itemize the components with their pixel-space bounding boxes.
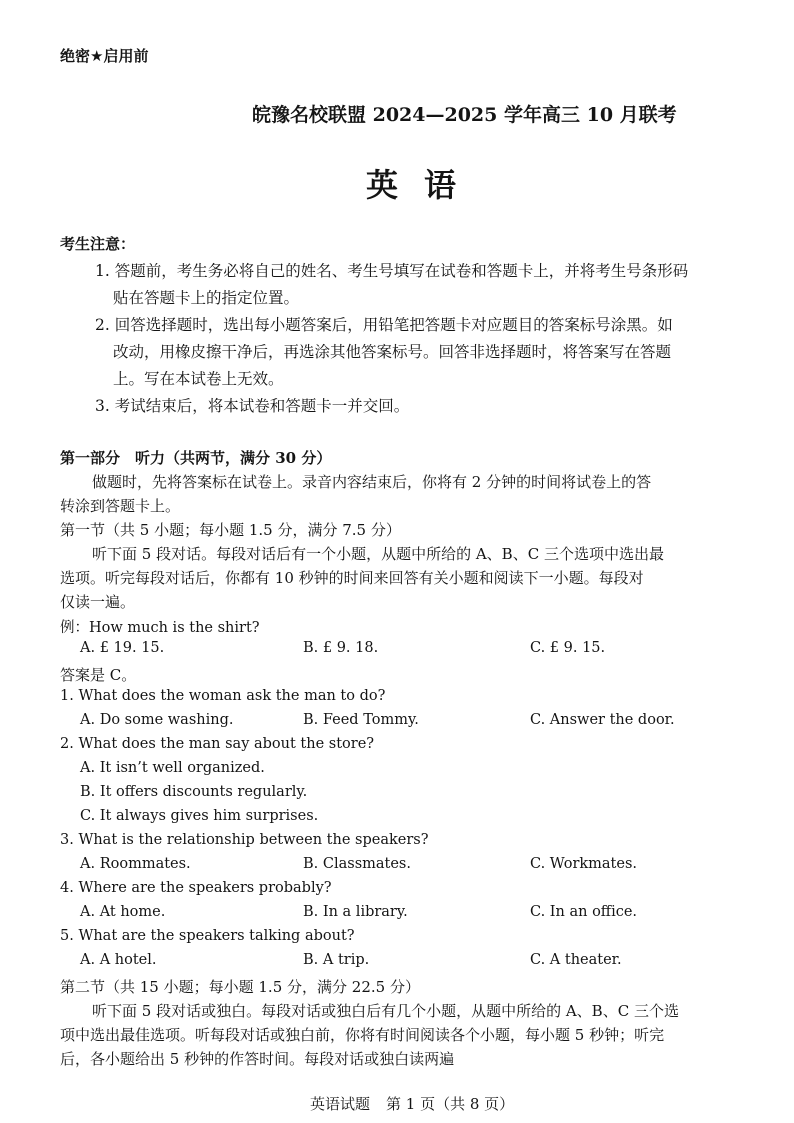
notice-item-3	[95, 393, 775, 420]
question-1-option-c: C. Answer the door.	[530, 712, 675, 728]
example-answer: 答案是 C。	[60, 666, 137, 684]
question-2-option-c: C. It always gives him surprises.	[80, 808, 319, 824]
notice-item-1	[95, 258, 775, 312]
section1-instr-line2: 选项。听完每段对话后，你都有 10 秒钟的时间来回答有关小题和阅读下一小题。每段对	[60, 569, 644, 587]
page-footer	[310, 1093, 514, 1114]
part1-heading: 第一部分 听力（共两节，满分 30 分）	[60, 449, 332, 467]
part1-intro-line2: 转涂到答题卡上。	[60, 497, 181, 515]
notice-item-2-line1: 2. 回答选择题时，选出每小题答案后，用铅笔把答题卡对应题目的答案标号涂黑。如	[95, 316, 673, 334]
question-5: 5. What are the speakers talking about?	[60, 928, 355, 944]
section2-heading: 第二节（共 15 小题；每小题 1.5 分，满分 22.5 分）	[60, 978, 420, 996]
question-3: 3. What is the relationship between the speakers?	[60, 832, 429, 848]
section2-instr-line3: 后，各小题给出 5 秒钟的作答时间。每段对话或独白读两遍	[60, 1050, 455, 1068]
example-option-a: A. £ 19. 15.	[80, 640, 165, 656]
footer-subject: 英语试题	[310, 1095, 371, 1113]
question-2-option-b: B. It offers discounts regularly.	[80, 784, 308, 800]
part1-intro-line1: 做题时，先将答案标在试卷上。录音内容结束后，你将有 2 分钟的时间将试卷上的答	[92, 473, 652, 491]
question-5-option-b: B. A trip.	[303, 952, 370, 968]
footer-page-number: 第 1 页（共 8 页）	[386, 1095, 515, 1113]
section1-heading: 第一节（共 5 小题；每小题 1.5 分，满分 7.5 分）	[60, 521, 401, 539]
question-5-option-c: C. A theater.	[530, 952, 622, 968]
notice-heading: 考生注意：	[60, 235, 136, 253]
notice-item-3-line1: 3. 考试结束后，将本试卷和答题卡一并交回。	[95, 397, 410, 415]
question-4-option-c: C. In an office.	[530, 904, 638, 920]
exam-title: 皖豫名校联盟 2024—2025 学年高三 10 月联考	[252, 104, 677, 126]
question-5-option-a: A. A hotel.	[80, 952, 157, 968]
question-3-option-b: B. Classmates.	[303, 856, 411, 872]
question-3-option-c: C. Workmates.	[530, 856, 638, 872]
question-4-option-a: A. At home.	[80, 904, 166, 920]
notice-item-1-line1: 1. 答题前，考生务必将自己的姓名、考生号填写在试卷和答题卡上，并将考生号条形码	[95, 262, 689, 280]
question-2-option-a: A. It isn’t well organized.	[80, 760, 265, 776]
subject-title: 英语	[366, 166, 483, 204]
section1-instr-line1: 听下面 5 段对话。每段对话后有一个小题，从题中所给的 A、B、C 三个选项中选出最	[92, 545, 664, 563]
question-3-option-a: A. Roommates.	[80, 856, 191, 872]
question-1-option-a: A. Do some washing.	[80, 712, 234, 728]
section1-instr-line3: 仅读一遍。	[60, 593, 136, 611]
confidential-label: 绝密★启用前	[60, 47, 149, 65]
question-4-option-b: B. In a library.	[303, 904, 408, 920]
question-1: 1. What does the woman ask the man to do?	[60, 688, 386, 704]
notice-item-1-line2: 贴在答题卡上的指定位置。	[113, 289, 300, 307]
notice-item-2-line3: 上。写在本试卷上无效。	[113, 370, 284, 388]
section2-instr-line2: 项中选出最佳选项。听每段对话或独白前，你将有时间阅读各个小题，每小题 5 秒钟；听完	[60, 1026, 665, 1044]
example-option-b: B. £ 9. 18.	[303, 640, 379, 656]
question-1-option-b: B. Feed Tommy.	[303, 712, 419, 728]
example-option-c: C. £ 9. 15.	[530, 640, 606, 656]
notice-item-2	[95, 312, 775, 393]
example-question: 例：How much is the shirt?	[60, 620, 260, 636]
section2-instr-line1: 听下面 5 段对话或独白。每段对话或独白后有几个小题，从题中所给的 A、B、C 三个选	[92, 1002, 679, 1020]
notice-item-2-line2: 改动，用橡皮擦干净后，再选涂其他答案标号。回答非选择题时，将答案写在答题	[113, 343, 672, 361]
question-2: 2. What does the man say about the store?	[60, 736, 375, 752]
question-4: 4. Where are the speakers probably?	[60, 880, 332, 896]
